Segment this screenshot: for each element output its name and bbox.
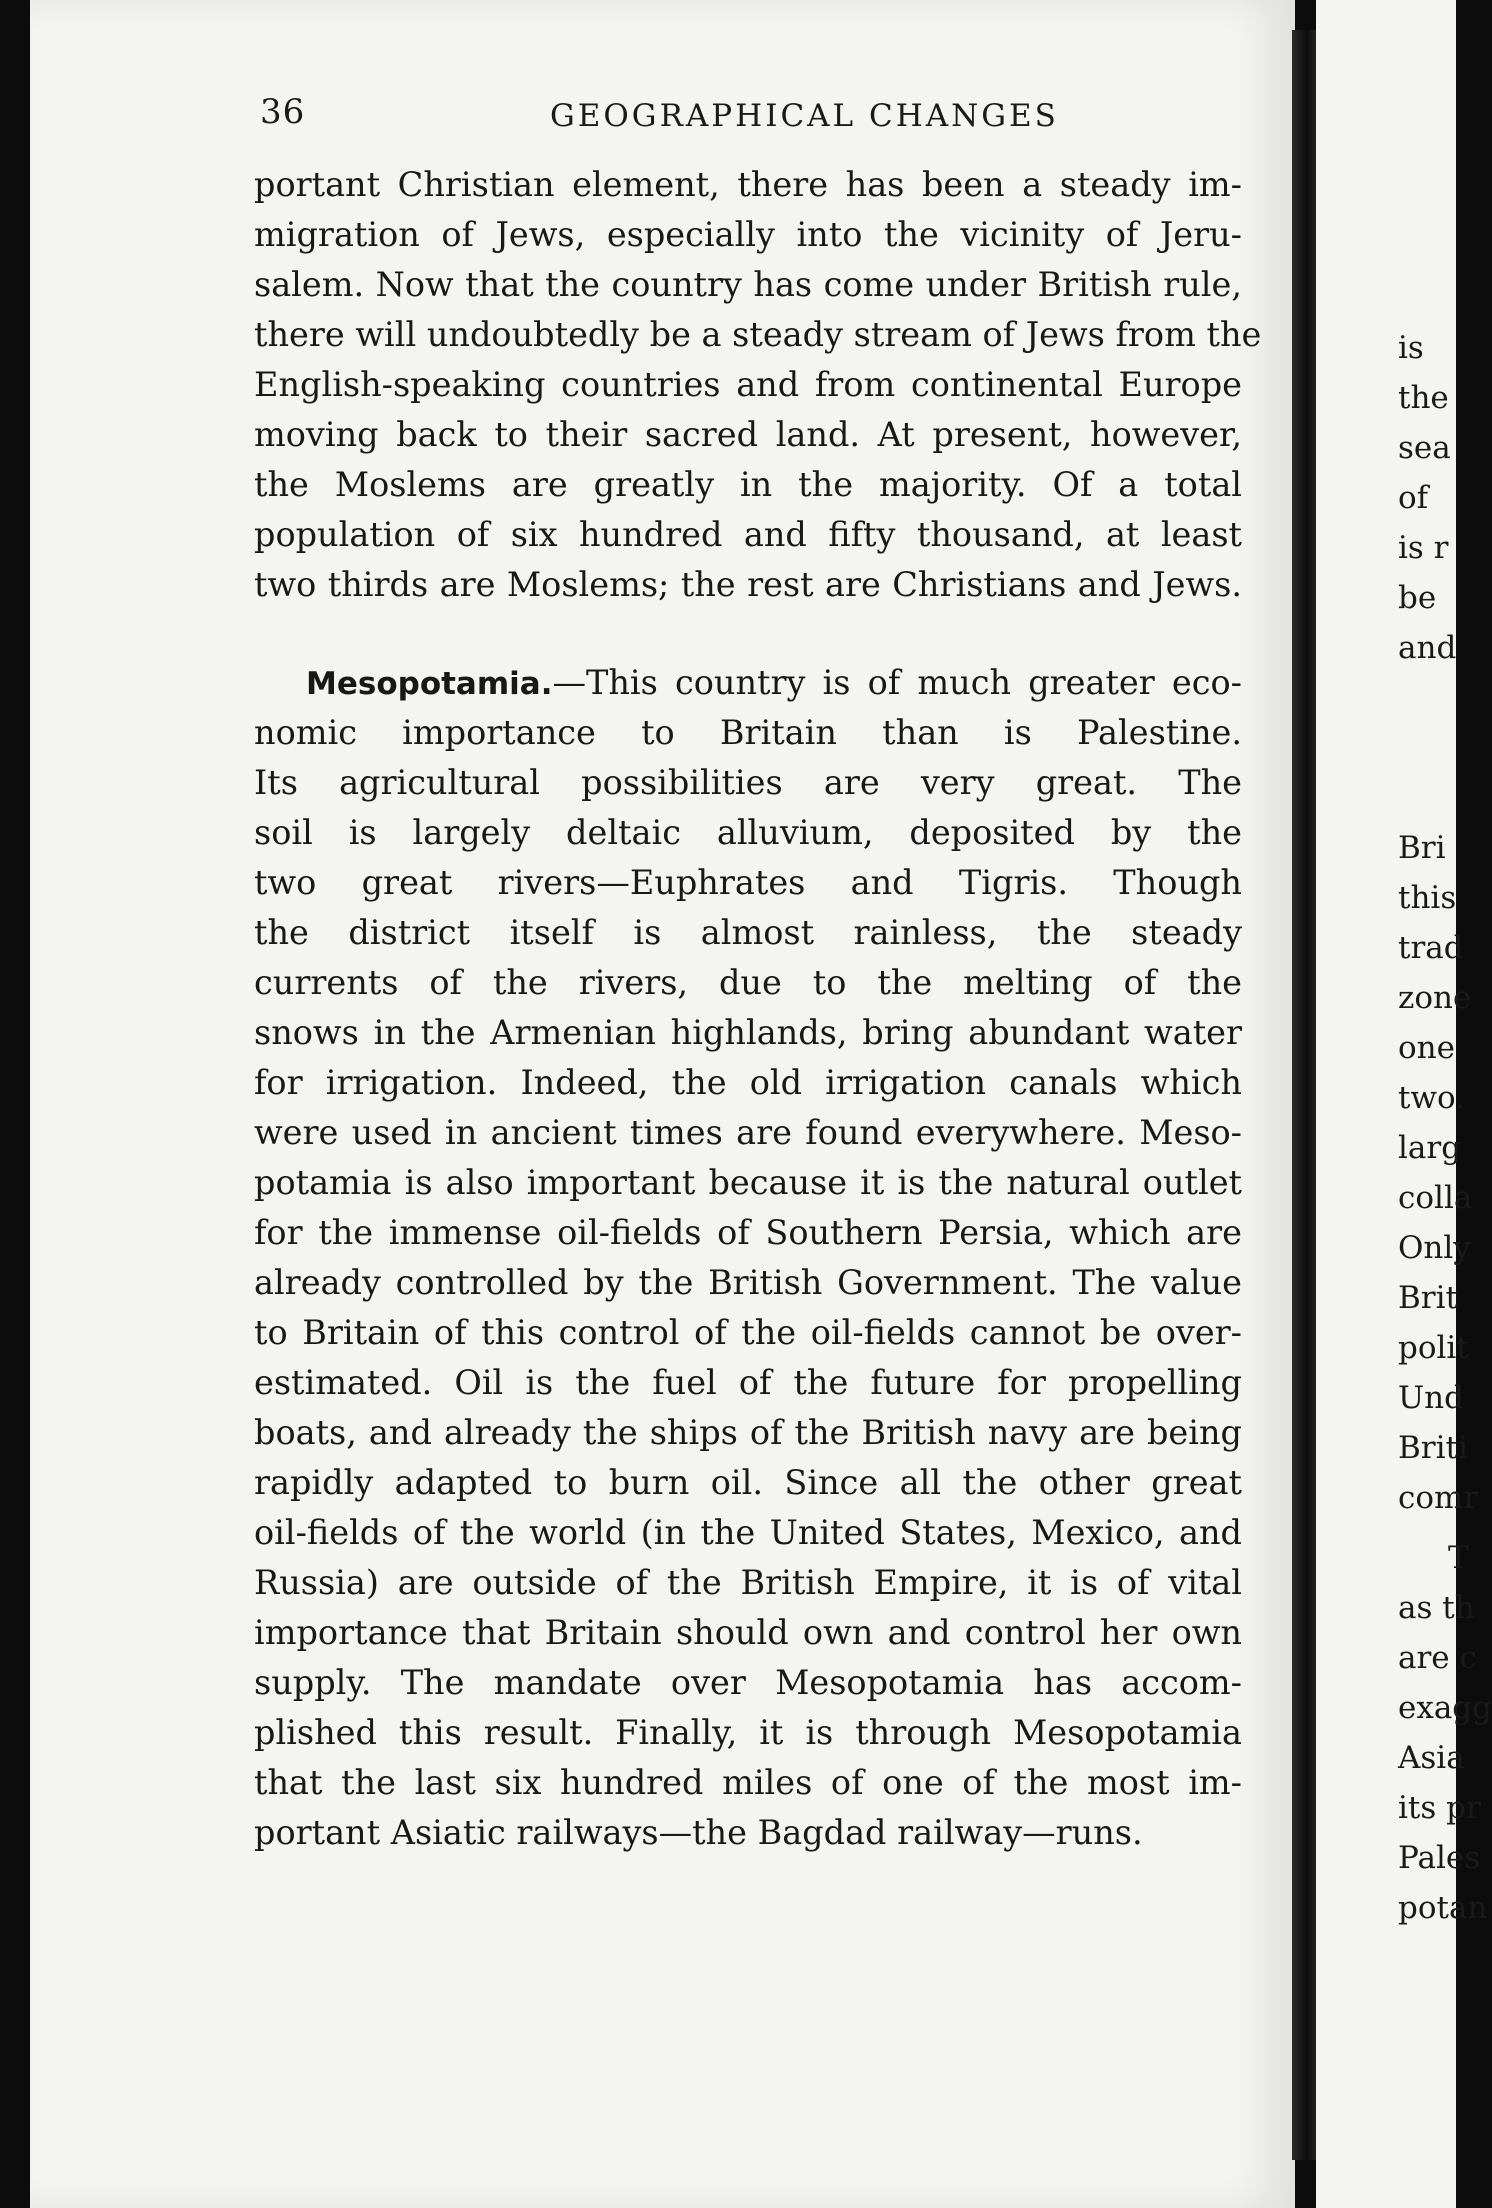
section-heading-mesopotamia: Mesopotamia. [306,666,553,702]
text-line: plished this result. Finally, it is through Mesopotamia [254,1713,1242,1752]
facing-page-fragment: its pr [1398,1790,1481,1826]
text-line: Russia) are outside of the British Empire, it is of vital [254,1563,1242,1602]
facing-page-fragment: Brit [1398,1280,1458,1316]
facing-page-fragment: this [1398,880,1457,916]
facing-page-fragment: colla [1398,1180,1473,1216]
facing-page-fragment: Briti [1398,1430,1468,1466]
facing-page-fragment: Asia [1398,1740,1465,1776]
facing-page-fragment: is [1398,330,1424,366]
text-line: there will undoubtedly be a steady stream of Jews from the [254,315,1262,354]
text-line: nomic importance to Britain than is Palestine. [254,713,1242,752]
paragraph-mesopotamia [254,658,1242,1858]
text-line: rapidly adapted to burn oil. Since all the other great [254,1463,1242,1502]
text-line: portant Asiatic railways—the Bagdad railway—runs. [254,1813,1143,1852]
text-line: supply. The mandate over Mesopotamia has accom- [254,1663,1242,1702]
facing-page-fragment: Only [1398,1230,1471,1266]
text-line: potamia is also important because it is the natural outlet [254,1163,1242,1202]
paragraph-gap [254,610,1242,658]
text-line: English-speaking countries and from continental Europe [254,365,1242,404]
text-line: that the last six hundred miles of one of the most im- [254,1763,1242,1802]
facing-page-fragment: comr [1398,1480,1479,1516]
text-line-rest: —This country is of much greater eco- [552,663,1242,702]
facing-page-fragment: polit [1398,1330,1469,1366]
text-line: already controlled by the British Government. The value [254,1263,1242,1302]
facing-page-fragment: two. [1398,1080,1465,1116]
text-line: were used in ancient times are found everywhere. Meso- [254,1113,1242,1152]
body-text [254,160,1262,1858]
text-line: estimated. Oil is the fuel of the future for propelling [254,1363,1242,1402]
facing-page [1316,0,1492,2208]
facing-page-fragment: Bri [1398,830,1446,866]
text-line: salem. Now that the country has come under British rule, [254,265,1242,304]
running-head [30,92,1295,152]
facing-page-fragment: one [1398,1030,1455,1066]
text-line: migration of Jews, especially into the vicinity of Jeru- [254,215,1242,254]
text-line: two thirds are Moslems; the rest are Christians and Jews. [254,565,1242,604]
text-line [254,658,1242,708]
text-line: importance that Britain should own and control her own [254,1613,1242,1652]
text-line: snows in the Armenian highlands, bring abundant water [254,1013,1242,1052]
facing-page-fragment: Und [1398,1380,1464,1416]
running-head-title: GEOGRAPHICAL CHANGES [550,98,1059,134]
facing-page-fragment: larg [1398,1130,1462,1166]
text-line: the district itself is almost rainless, the steady [254,913,1242,952]
facing-page-fragment: sea [1398,430,1451,466]
text-line: to Britain of this control of the oil-fields cannot be over- [254,1313,1242,1352]
text-line: population of six hundred and fifty thousand, at least [254,515,1242,554]
facing-page-fragment: trad [1398,930,1464,966]
text-line: oil-fields of the world (in the United States, Mexico, and [254,1513,1242,1552]
text-line: moving back to their sacred land. At present, however, [254,415,1242,454]
facing-page-fragment: be [1398,580,1437,616]
text-line: currents of the rivers, due to the melting of the [254,963,1242,1002]
facing-page-fragment: T [1448,1540,1469,1576]
facing-page-fragment: exagg [1398,1690,1492,1726]
text-line: two great rivers—Euphrates and Tigris. Though [254,863,1242,902]
text-line: boats, and already the ships of the British navy are being [254,1413,1242,1452]
facing-page-fragment: as th [1398,1590,1475,1626]
facing-page-fragment: the [1398,380,1449,416]
facing-page-fragment: are c [1398,1640,1477,1676]
book-gutter [1292,30,1316,2160]
facing-page-fragment: and [1398,630,1457,666]
facing-page-fragment: zone [1398,980,1472,1016]
facing-page-fragment: is r [1398,530,1449,566]
text-line: Its agricultural possibilities are very great. The [254,763,1242,802]
text-line: soil is largely deltaic alluvium, deposited by the [254,813,1242,852]
text-line: for irrigation. Indeed, the old irrigation canals which [254,1063,1242,1102]
facing-page-fragment: Pales [1398,1840,1481,1876]
text-line: portant Christian element, there has been a steady im- [254,165,1242,204]
facing-page-fragment: potan [1398,1890,1488,1926]
page-number: 36 [260,92,306,132]
paragraph-palestine-continued [254,160,1262,610]
facing-page-fragment: of [1398,480,1429,516]
text-line: the Moslems are greatly in the majority. Of a total [254,465,1242,504]
text-line: for the immense oil-fields of Southern Persia, which are [254,1213,1242,1252]
